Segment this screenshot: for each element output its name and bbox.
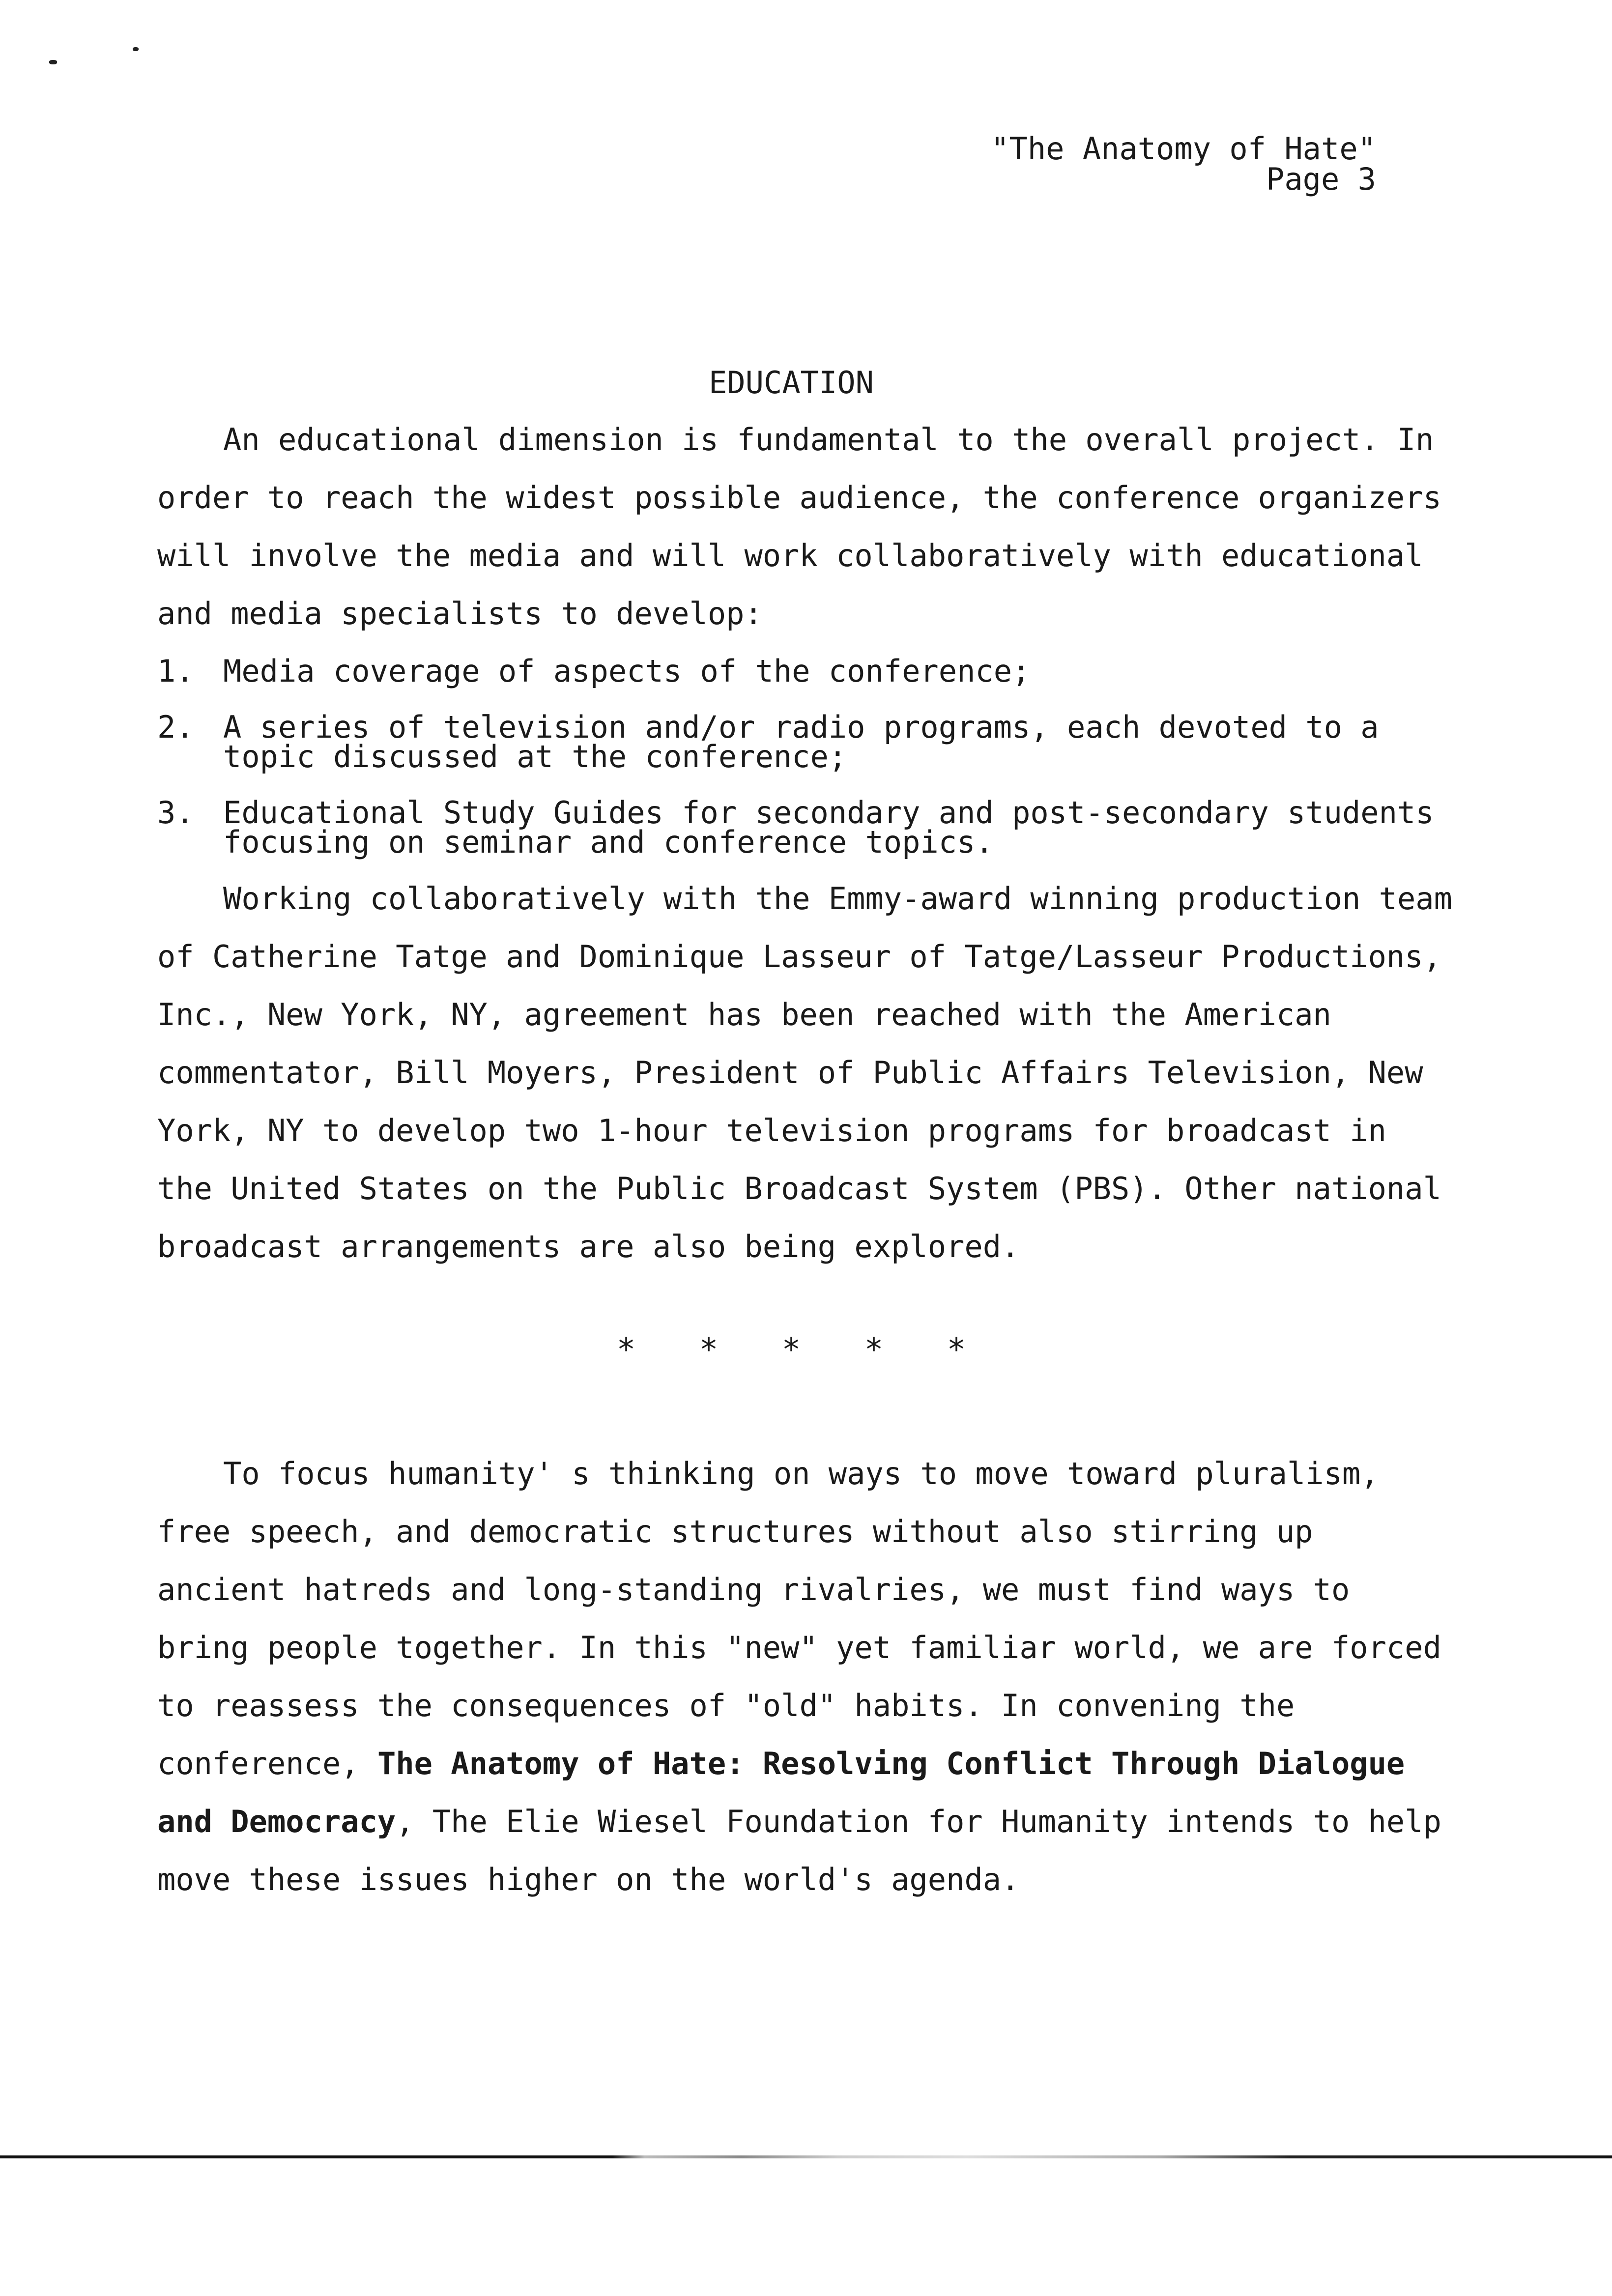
header-title: "The Anatomy of Hate" [991,131,1376,167]
list-item-number: 2. [157,709,194,745]
separator-star: * [616,1332,636,1368]
page-bottom-rule [0,2155,1612,2158]
deliverables-list [157,653,1455,884]
separator-star: * [864,1332,884,1368]
separator-star: * [699,1332,719,1368]
header-page-number: Page 3 [1266,161,1376,197]
conference-title: The Anatomy of Hate: Resolving Conflict Through Dialogue and Democracy [157,1746,1405,1839]
running-header [991,131,1376,197]
closing-paragraph [157,1445,1455,1909]
list-item-text: Media coverage of aspects of the conference; [223,653,1031,689]
section-title: EDUCATION [709,365,874,401]
working-paragraph [157,870,1455,1276]
list-item-text: Educational Study Guides for secondary and post-secondary students focusing on seminar and conference topics. [223,795,1434,860]
intro-paragraph-text: An educational dimension is fundamental to the overall project. In order to reach the widest possible audience, the conference organizers will involve the media and will work collaboratively with educational and media specialists to develop: [157,422,1441,631]
separator-star: * [781,1332,801,1368]
list-item-number: 3. [157,795,194,831]
scan-speck [133,47,139,51]
intro-paragraph [157,411,1455,643]
closing-paragraph-text: To focus humanity' s thinking on ways to move toward pluralism, free speech, and democratic structures without also stirring up ancient hatreds and long-standing rivalries, we must find ways to bring people together. In this "new" yet familiar world, we are forced to reassess the consequences of "old" habits. In convening the conference, [157,1456,1441,1781]
working-paragraph-text: Working collaboratively with the Emmy-award winning production team of Catherine Tatge and Dominique Lasseur of Tatge/Lasseur Productions, Inc., New York, NY, agreement has been reached with the American commentator, Bill Moyers, President of Public Affairs Television, New York, NY to develop two 1-hour television programs for broadcast in the United States on the Public Broadcast System (PBS). Other national broadcast arrangements are also being explored. [157,881,1452,1264]
closing-paragraph-text-end: , The Elie Wiesel Foundation for Humanity intends to help move these issues higher on the world's agenda. [157,1804,1441,1897]
list-item [157,795,1455,860]
list-item-text: A series of television and/or radio programs, each devoted to a topic discussed at the conference; [223,709,1379,775]
section-separator [0,1332,1583,1368]
separator-star: * [947,1332,966,1368]
list-item [157,709,1455,775]
scan-speck [49,60,57,64]
list-item-number: 1. [157,653,194,689]
list-item [157,653,1455,689]
